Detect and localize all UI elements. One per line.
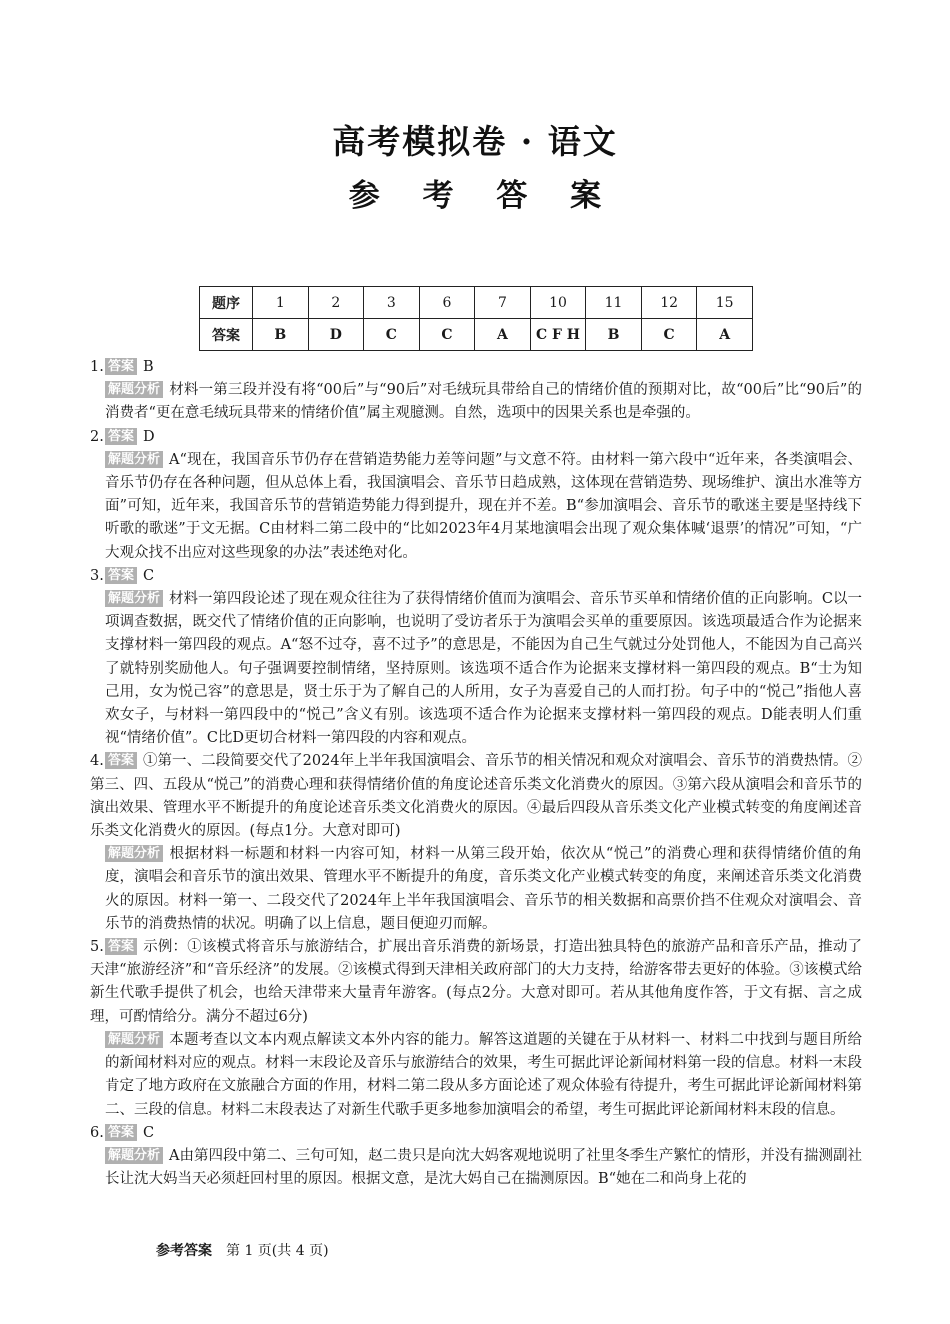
analysis-text: 本题考查以文本内观点解读文本外内容的能力。解答这道题的关键在于从材料一、材料二中找到与题目所给的新闻材料对应的观点。材料一末段论及音乐与旅游结合的效果，考生可据此评论新闻材料第一段的信息。材料一末段肯定了地方政府在文旅融合方面的作用，材料二第二段从多方面论述了观众体验有待提升，考生可据此评论新闻材料第二、三段的信息。材料二末段表达了对新生代歌手更多地参加演唱会的希望，考生可据此评论新闻材料末段的信息。 xyxy=(105,1031,862,1118)
question-number: 4. xyxy=(90,753,104,770)
analysis-text: 材料一第四段论述了现在观众往往为了获得情绪价值而为演唱会、音乐节买单和情绪价值的正向影响。C以一项调查数据，既交代了情绪价值的正向影响，也说明了受访者乐于为演唱会买单的重要原因。该选项最适合作为论据来支撑材料一第四段的观点。A“怒不过夺，喜不过予”的意思是，不能因为自己生气就过分处罚他人，不能因为自己高兴了就特别奖励他人。句子强调要控制情绪，坚持原则。该选项不适合作为论据来支撑材料一第四段的观点。B“士为知己用，女为悦己容”的意思是，贤士乐于为了解自己的人所用，女子为喜爱自己的人而打扮。句子中的“悦己”指他人喜欢女子，与材料一第四段中的“悦己”含义有别。该选项不适合作为论据来支撑材料一第四段的观点。D能表明人们重视“情绪价值”。C比D更切合材料一第四段的内容和观点。 xyxy=(105,591,862,747)
row-header-answer: 答案 xyxy=(200,319,253,351)
analysis-text: A“现在，我国音乐节仍存在营销造势能力差等问题”与文意不符。由材料一第六段中“近年来，各类演唱会、音乐节仍存在各种问题，但从总体上看，我国演唱会、音乐节日趋成熟，这体现在营销造势、现场维护、演出水准等方面”可知，近年来，我国音乐节的营销造势能力得到提升，现在并不差。B“参加演唱会、音乐节的歌迷主要是坚持线下听歌的歌迷”于文无据。C由材料二第二段中的“比如2023年4月某地演唱会出现了观众集体喊‘退票’的情况”可知，“广大观众找不出应对这些现象的办法”表述绝对化。 xyxy=(105,451,862,561)
question-number-cell: 15 xyxy=(697,287,753,319)
row-header-question: 题序 xyxy=(200,287,253,319)
answer-line xyxy=(90,356,862,379)
answer-tag: 答案 xyxy=(105,752,137,769)
answer-table xyxy=(199,286,753,351)
answer-text: C xyxy=(143,567,155,584)
question-number: 1. xyxy=(90,359,104,375)
analysis-text: A由第四段中第二、三句可知，赵二贵只是向沈大妈客观地说明了社里冬季生产繁忙的情形，并没有揣测副社长让沈大妈当天必须赶回村里的原因。根据文意，是沈大妈自己在揣测原因。B“她在二和尚身上花的 xyxy=(105,1147,862,1188)
question-number-cell: 12 xyxy=(641,287,697,319)
question-number: 6. xyxy=(90,1124,104,1141)
answer-text: B xyxy=(143,359,154,375)
analysis-tag: 解题分析 xyxy=(105,451,163,468)
analysis-tag: 解题分析 xyxy=(105,590,163,607)
page-footer xyxy=(156,1240,329,1260)
question-number-cell: 10 xyxy=(530,287,586,319)
question-number-cell: 6 xyxy=(419,287,475,319)
answer-text: D xyxy=(143,428,155,445)
analysis-paragraph xyxy=(90,449,862,565)
question-number-row xyxy=(200,287,753,319)
analysis-tag: 解题分析 xyxy=(105,1031,163,1048)
answer-explanations xyxy=(90,356,862,1191)
answer-tag: 答案 xyxy=(105,938,137,955)
answer-cell: D xyxy=(308,319,364,351)
footer-label: 参考答案 xyxy=(156,1243,212,1259)
analysis-paragraph xyxy=(90,1029,862,1122)
analysis-tag: 解题分析 xyxy=(105,381,163,398)
question-item xyxy=(90,1122,862,1192)
answer-cell: A xyxy=(475,319,531,351)
analysis-paragraph xyxy=(90,1145,862,1191)
answer-cell: A xyxy=(697,319,753,351)
answer-text: 示例：①该模式将音乐与旅游结合，扩展出音乐消费的新场景，打造出独具特色的旅游产品和音乐产品，推动了天津“旅游经济”和“音乐经济”的发展。②该模式得到天津相关政府部门的大力支持，给游客带去更好的体验。③该模式给新生代歌手提供了机会，也给天津带来大量青年游客。(每点2分。大意对即可。若从其他角度作答，于文有据、言之成理，可酌情给分。满分不超过6分) xyxy=(90,939,862,1025)
analysis-text: 材料一第三段并没有将“00后”与“90后”对毛绒玩具带给自己的情绪价值的预期对比，故“00后”比“90后”的消费者“更在意毛绒玩具带来的情绪价值”属主观臆测。自然，选项中的因果关系也是牵强的。 xyxy=(105,382,862,422)
question-number-cell: 7 xyxy=(475,287,531,319)
answer-paragraph xyxy=(90,750,862,843)
question-number: 3. xyxy=(90,567,104,584)
analysis-paragraph xyxy=(90,843,862,936)
answer-row xyxy=(200,319,753,351)
answer-line xyxy=(90,426,862,449)
question-item xyxy=(90,750,862,936)
answer-cell: C xyxy=(419,319,475,351)
answer-line xyxy=(90,1122,862,1145)
page-number: 第 1 页(共 4 页) xyxy=(226,1243,329,1259)
answer-tag: 答案 xyxy=(105,358,137,375)
answer-cell: C xyxy=(641,319,697,351)
question-number-cell: 11 xyxy=(586,287,642,319)
analysis-paragraph xyxy=(90,588,862,750)
answer-tag: 答案 xyxy=(105,567,137,584)
question-number: 5. xyxy=(90,939,104,956)
analysis-tag: 解题分析 xyxy=(105,1147,163,1164)
answer-cell: C xyxy=(364,319,420,351)
page-subtitle: 参 考 答 案 xyxy=(348,178,618,214)
answer-text: C xyxy=(143,1124,155,1141)
analysis-tag: 解题分析 xyxy=(105,845,163,862)
question-item xyxy=(90,565,862,751)
question-number-cell: 2 xyxy=(308,287,364,319)
answer-tag: 答案 xyxy=(105,428,137,445)
question-number-cell: 1 xyxy=(253,287,309,319)
question-item xyxy=(90,356,862,426)
page-title: 高考模拟卷 · 语文 xyxy=(332,122,618,161)
analysis-text: 根据材料一标题和材料一内容可知，材料一从第三段开始，依次从“悦己”的消费心理和获得情绪价值的角度，演唱会和音乐节的演出效果、管理水平不断提升的角度，音乐类文化产业模式转变的角度，来阐述音乐类文化消费火的原因。材料一第一、二段交代了2024年上半年我国演唱会、音乐节的相关数据和高票价挡不住观众对演唱会、音乐节的消费热情的状况。明确了以上信息，题目便迎刃而解。 xyxy=(105,846,862,932)
question-item xyxy=(90,936,862,1122)
analysis-paragraph xyxy=(90,379,862,425)
answer-paragraph xyxy=(90,936,862,1029)
question-item xyxy=(90,426,862,565)
answer-line xyxy=(90,565,862,588)
question-number: 2. xyxy=(90,428,104,445)
answer-cell: B xyxy=(586,319,642,351)
question-number-cell: 3 xyxy=(364,287,420,319)
answer-text: ①第一、二段简要交代了2024年上半年我国演唱会、音乐节的相关情况和观众对演唱会、音乐节的消费热情。②第三、四、五段从“悦己”的消费心理和获得情绪价值的角度论述音乐类文化消费火的原因。③第六段从演唱会和音乐节的演出效果、管理水平不断提升的角度论述音乐类文化消费火的原因。④最后四段从音乐类文化产业模式转变的角度阐述音乐类文化消费火的原因。(每点1分。大意对即可) xyxy=(90,753,862,840)
answer-cell: C F H xyxy=(530,319,586,351)
answer-cell: B xyxy=(253,319,309,351)
answer-tag: 答案 xyxy=(105,1124,137,1141)
